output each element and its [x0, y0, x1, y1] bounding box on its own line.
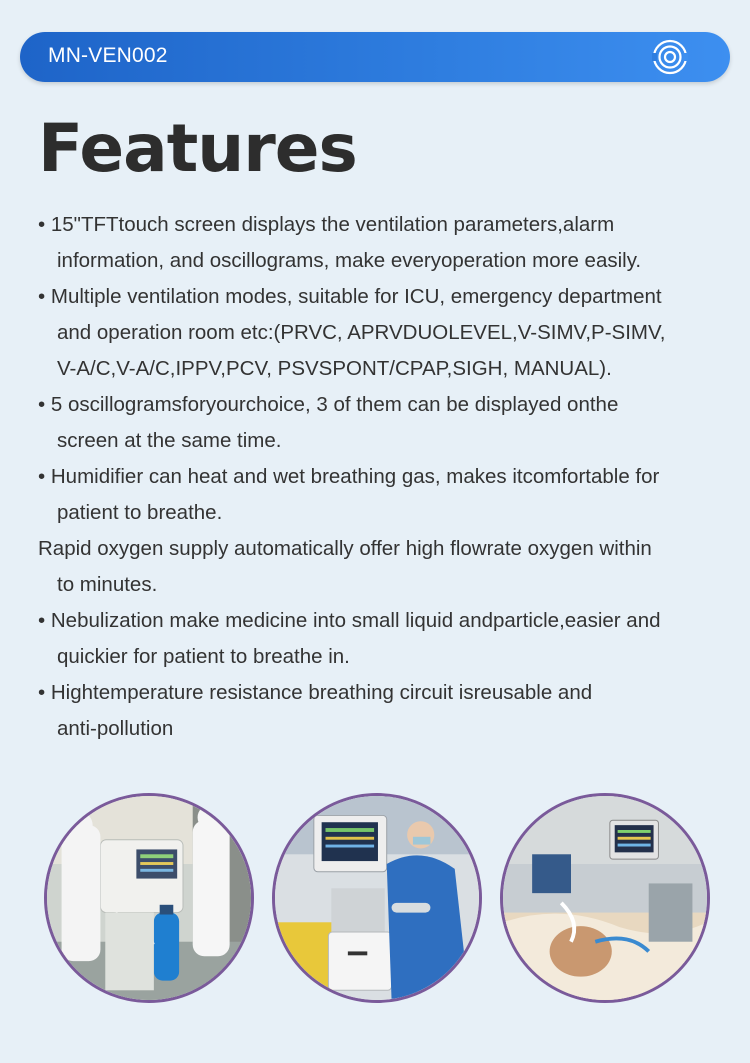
- feature-line: • Multiple ventilation modes, suitable for ICU, emergency department: [38, 285, 662, 308]
- feature-line: • Hightemperature resistance breathing circuit isreusable and: [38, 681, 593, 704]
- feature-item: [38, 279, 728, 387]
- feature-line: V-A/C,V-A/C,IPPV,PCV, PSVSPONT/CPAP,SIGH, MANUAL).: [57, 357, 612, 380]
- feature-line: • Nebulization make medicine into small liquid andparticle,easier and: [38, 609, 661, 632]
- feature-item: [38, 675, 728, 747]
- feature-line: and operation room etc:(PRVC, APRVDUOLEVEL,V-SIMV,P-SIMV,: [57, 321, 666, 344]
- target-ring-icon: [652, 39, 688, 75]
- ventilator-ward-photo: [44, 793, 254, 1003]
- feature-item: [38, 459, 728, 531]
- header-bar: [20, 32, 730, 82]
- feature-line: screen at the same time.: [57, 429, 282, 452]
- feature-line: to minutes.: [57, 573, 158, 596]
- feature-line: patient to breathe.: [57, 501, 223, 524]
- feature-item: [38, 531, 728, 603]
- feature-item: [38, 207, 728, 279]
- photo-row: [44, 793, 714, 1003]
- page-title: Features: [38, 110, 357, 187]
- feature-line: • 15"TFTtouch screen displays the ventilation parameters,alarm: [38, 213, 615, 236]
- ventilator-doctor-photo: [272, 793, 482, 1003]
- feature-line: quickier for patient to breathe in.: [57, 645, 350, 668]
- ventilator-patient-photo: [500, 793, 710, 1003]
- model-code: MN-VEN002: [48, 44, 168, 67]
- feature-line: • 5 oscillogramsforyourchoice, 3 of them can be displayed onthe: [38, 393, 619, 416]
- features-list: [38, 207, 728, 747]
- feature-line: information, and oscillograms, make everyoperation more easily.: [57, 249, 642, 272]
- feature-item: [38, 387, 728, 459]
- feature-line: anti-pollution: [57, 717, 174, 740]
- feature-line: Rapid oxygen supply automatically offer high flowrate oxygen within: [38, 537, 652, 560]
- feature-line: • Humidifier can heat and wet breathing gas, makes itcomfortable for: [38, 465, 660, 488]
- feature-item: [38, 603, 728, 675]
